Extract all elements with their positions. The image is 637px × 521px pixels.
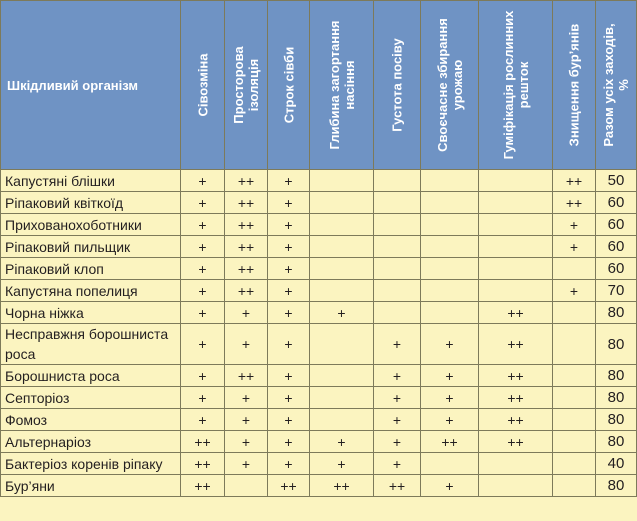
measure-cell: ++ bbox=[374, 475, 421, 497]
measure-cell: + bbox=[181, 409, 225, 431]
measure-cell: + bbox=[421, 324, 479, 365]
measure-cell: + bbox=[310, 431, 374, 453]
measure-cell: + bbox=[553, 214, 596, 236]
measure-cell: ++ bbox=[225, 192, 268, 214]
measure-cell: + bbox=[268, 409, 310, 431]
header-row bbox=[1, 1, 637, 170]
column-header-sowing-date: Строк сівби bbox=[268, 1, 310, 170]
total-percent-cell: 40 bbox=[596, 453, 637, 475]
column-header-crop-rotation: Сівозміна bbox=[181, 1, 225, 170]
column-header-timely-harvest: Своєчасне збирання урожаю bbox=[421, 1, 479, 170]
measure-cell: + bbox=[225, 409, 268, 431]
measure-cell bbox=[553, 431, 596, 453]
measure-cell: + bbox=[181, 258, 225, 280]
measure-cell bbox=[479, 453, 553, 475]
measure-cell bbox=[421, 258, 479, 280]
measure-cell bbox=[421, 453, 479, 475]
measure-cell bbox=[421, 214, 479, 236]
column-header-weed-control: Знищення бур’янів bbox=[553, 1, 596, 170]
measure-cell: ++ bbox=[181, 475, 225, 497]
measure-cell bbox=[310, 387, 374, 409]
measure-cell bbox=[553, 453, 596, 475]
organism-name-cell: Альтернаріоз bbox=[1, 431, 181, 453]
measure-cell: ++ bbox=[479, 302, 553, 324]
measure-cell: + bbox=[268, 236, 310, 258]
measure-cell: + bbox=[268, 302, 310, 324]
measure-cell bbox=[225, 475, 268, 497]
table-row bbox=[1, 236, 637, 258]
measure-cell: ++ bbox=[225, 214, 268, 236]
table-row bbox=[1, 324, 637, 365]
measure-cell: ++ bbox=[225, 258, 268, 280]
measure-cell bbox=[310, 192, 374, 214]
measure-cell bbox=[553, 475, 596, 497]
measure-cell: ++ bbox=[553, 170, 596, 192]
table-row bbox=[1, 214, 637, 236]
measure-cell: + bbox=[268, 214, 310, 236]
measure-cell: + bbox=[268, 280, 310, 302]
organism-name-cell: Капустяні блішки bbox=[1, 170, 181, 192]
measure-cell: + bbox=[374, 365, 421, 387]
measure-cell bbox=[310, 409, 374, 431]
measure-cell: + bbox=[268, 170, 310, 192]
measure-cell bbox=[374, 280, 421, 302]
total-percent-cell: 80 bbox=[596, 475, 637, 497]
organism-name-cell: Бактеріоз коренів ріпаку bbox=[1, 453, 181, 475]
measure-cell: + bbox=[268, 365, 310, 387]
measure-cell: + bbox=[225, 431, 268, 453]
column-header-total-measures: Разом усіх заходів, % bbox=[596, 1, 637, 170]
measure-cell: + bbox=[268, 431, 310, 453]
measure-cell bbox=[310, 214, 374, 236]
organism-name-cell: Фомоз bbox=[1, 409, 181, 431]
measure-cell bbox=[421, 302, 479, 324]
measure-cell bbox=[421, 192, 479, 214]
total-percent-cell: 50 bbox=[596, 170, 637, 192]
measure-cell: + bbox=[374, 324, 421, 365]
measure-cell bbox=[374, 258, 421, 280]
measure-cell: ++ bbox=[479, 324, 553, 365]
measure-cell: + bbox=[181, 214, 225, 236]
measure-cell bbox=[374, 214, 421, 236]
total-percent-cell: 80 bbox=[596, 387, 637, 409]
measure-cell: + bbox=[181, 365, 225, 387]
measure-cell: + bbox=[421, 475, 479, 497]
measure-cell bbox=[479, 475, 553, 497]
measure-cell: ++ bbox=[225, 236, 268, 258]
organism-name-cell: Ріпаковий квіткоїд bbox=[1, 192, 181, 214]
measure-cell bbox=[310, 258, 374, 280]
total-percent-cell: 70 bbox=[596, 280, 637, 302]
measure-cell bbox=[553, 409, 596, 431]
measure-cell: + bbox=[225, 387, 268, 409]
measure-cell bbox=[479, 258, 553, 280]
measure-cell bbox=[479, 280, 553, 302]
organism-name-cell: Капустяна попелиця bbox=[1, 280, 181, 302]
total-percent-cell: 80 bbox=[596, 365, 637, 387]
measure-cell: + bbox=[181, 324, 225, 365]
measure-cell: + bbox=[310, 302, 374, 324]
total-percent-cell: 60 bbox=[596, 192, 637, 214]
organism-name-cell: Бур’яни bbox=[1, 475, 181, 497]
measure-cell: + bbox=[421, 409, 479, 431]
measure-cell: + bbox=[268, 192, 310, 214]
measure-cell: ++ bbox=[310, 475, 374, 497]
measure-cell bbox=[553, 258, 596, 280]
measure-cell: ++ bbox=[181, 453, 225, 475]
column-header-spatial-isolation: Просторова ізоляція bbox=[225, 1, 268, 170]
measure-cell: + bbox=[421, 365, 479, 387]
measure-cell bbox=[374, 170, 421, 192]
measure-cell: + bbox=[225, 324, 268, 365]
measure-cell bbox=[479, 236, 553, 258]
organism-name-cell: Ріпаковий клоп bbox=[1, 258, 181, 280]
measure-cell: ++ bbox=[181, 431, 225, 453]
measure-cell bbox=[421, 280, 479, 302]
table-row bbox=[1, 387, 637, 409]
measure-cell: ++ bbox=[479, 387, 553, 409]
measure-cell: ++ bbox=[225, 280, 268, 302]
measure-cell bbox=[479, 214, 553, 236]
measure-cell: + bbox=[374, 387, 421, 409]
measure-cell: + bbox=[374, 409, 421, 431]
measure-cell: + bbox=[181, 236, 225, 258]
measure-cell: ++ bbox=[225, 365, 268, 387]
measure-cell: + bbox=[181, 192, 225, 214]
table-row bbox=[1, 192, 637, 214]
measure-cell: + bbox=[374, 431, 421, 453]
measure-cell: + bbox=[181, 280, 225, 302]
measure-cell: + bbox=[374, 453, 421, 475]
table-row bbox=[1, 453, 637, 475]
measure-cell: + bbox=[268, 453, 310, 475]
organism-name-cell: Прихованохоботники bbox=[1, 214, 181, 236]
total-percent-cell: 80 bbox=[596, 431, 637, 453]
measure-cell bbox=[553, 365, 596, 387]
organism-name-cell: Септоріоз bbox=[1, 387, 181, 409]
table-row bbox=[1, 258, 637, 280]
organism-name-cell: Несправжня борошниста роса bbox=[1, 324, 181, 365]
organism-name-cell: Ріпаковий пильщик bbox=[1, 236, 181, 258]
measure-cell: + bbox=[225, 302, 268, 324]
measure-cell: + bbox=[553, 280, 596, 302]
measure-cell: + bbox=[225, 453, 268, 475]
measure-cell bbox=[479, 170, 553, 192]
measure-cell: + bbox=[181, 302, 225, 324]
measure-cell: + bbox=[553, 236, 596, 258]
measure-cell bbox=[374, 192, 421, 214]
total-percent-cell: 80 bbox=[596, 302, 637, 324]
measure-cell: ++ bbox=[479, 409, 553, 431]
measure-cell bbox=[553, 324, 596, 365]
measure-cell: + bbox=[268, 387, 310, 409]
table-row bbox=[1, 280, 637, 302]
table-row bbox=[1, 170, 637, 192]
measure-cell bbox=[374, 236, 421, 258]
organism-name-cell: Чорна ніжка bbox=[1, 302, 181, 324]
total-percent-cell: 80 bbox=[596, 409, 637, 431]
measure-cell: + bbox=[181, 387, 225, 409]
total-percent-cell: 60 bbox=[596, 236, 637, 258]
measure-cell: + bbox=[181, 170, 225, 192]
table-row bbox=[1, 302, 637, 324]
column-header-residue-humification: Гуміфікація рослинних решток bbox=[479, 1, 553, 170]
measure-cell bbox=[310, 170, 374, 192]
measure-cell: + bbox=[421, 387, 479, 409]
total-percent-cell: 60 bbox=[596, 214, 637, 236]
measure-cell bbox=[479, 192, 553, 214]
measure-cell bbox=[374, 302, 421, 324]
measure-cell: ++ bbox=[225, 170, 268, 192]
measure-cell: + bbox=[268, 324, 310, 365]
measure-cell bbox=[421, 236, 479, 258]
column-header-sowing-density: Густота посіву bbox=[374, 1, 421, 170]
measure-cell: + bbox=[310, 453, 374, 475]
table-row bbox=[1, 431, 637, 453]
table-row bbox=[1, 365, 637, 387]
measure-cell: ++ bbox=[421, 431, 479, 453]
organism-name-cell: Борошниста роса bbox=[1, 365, 181, 387]
table-row bbox=[1, 409, 637, 431]
measure-cell: ++ bbox=[553, 192, 596, 214]
total-percent-cell: 80 bbox=[596, 324, 637, 365]
measure-cell: + bbox=[268, 258, 310, 280]
measure-cell bbox=[553, 387, 596, 409]
measure-cell bbox=[310, 324, 374, 365]
measure-cell bbox=[553, 302, 596, 324]
measure-cell: ++ bbox=[268, 475, 310, 497]
total-percent-cell: 60 bbox=[596, 258, 637, 280]
measure-cell bbox=[310, 236, 374, 258]
organism-column-header: Шкідливий організм bbox=[1, 1, 181, 170]
column-header-seeding-depth: Глибина загортання насіння bbox=[310, 1, 374, 170]
measure-cell: ++ bbox=[479, 431, 553, 453]
measure-cell bbox=[310, 365, 374, 387]
table-row bbox=[1, 475, 637, 497]
measure-cell bbox=[310, 280, 374, 302]
measure-cell: ++ bbox=[479, 365, 553, 387]
measure-cell bbox=[421, 170, 479, 192]
